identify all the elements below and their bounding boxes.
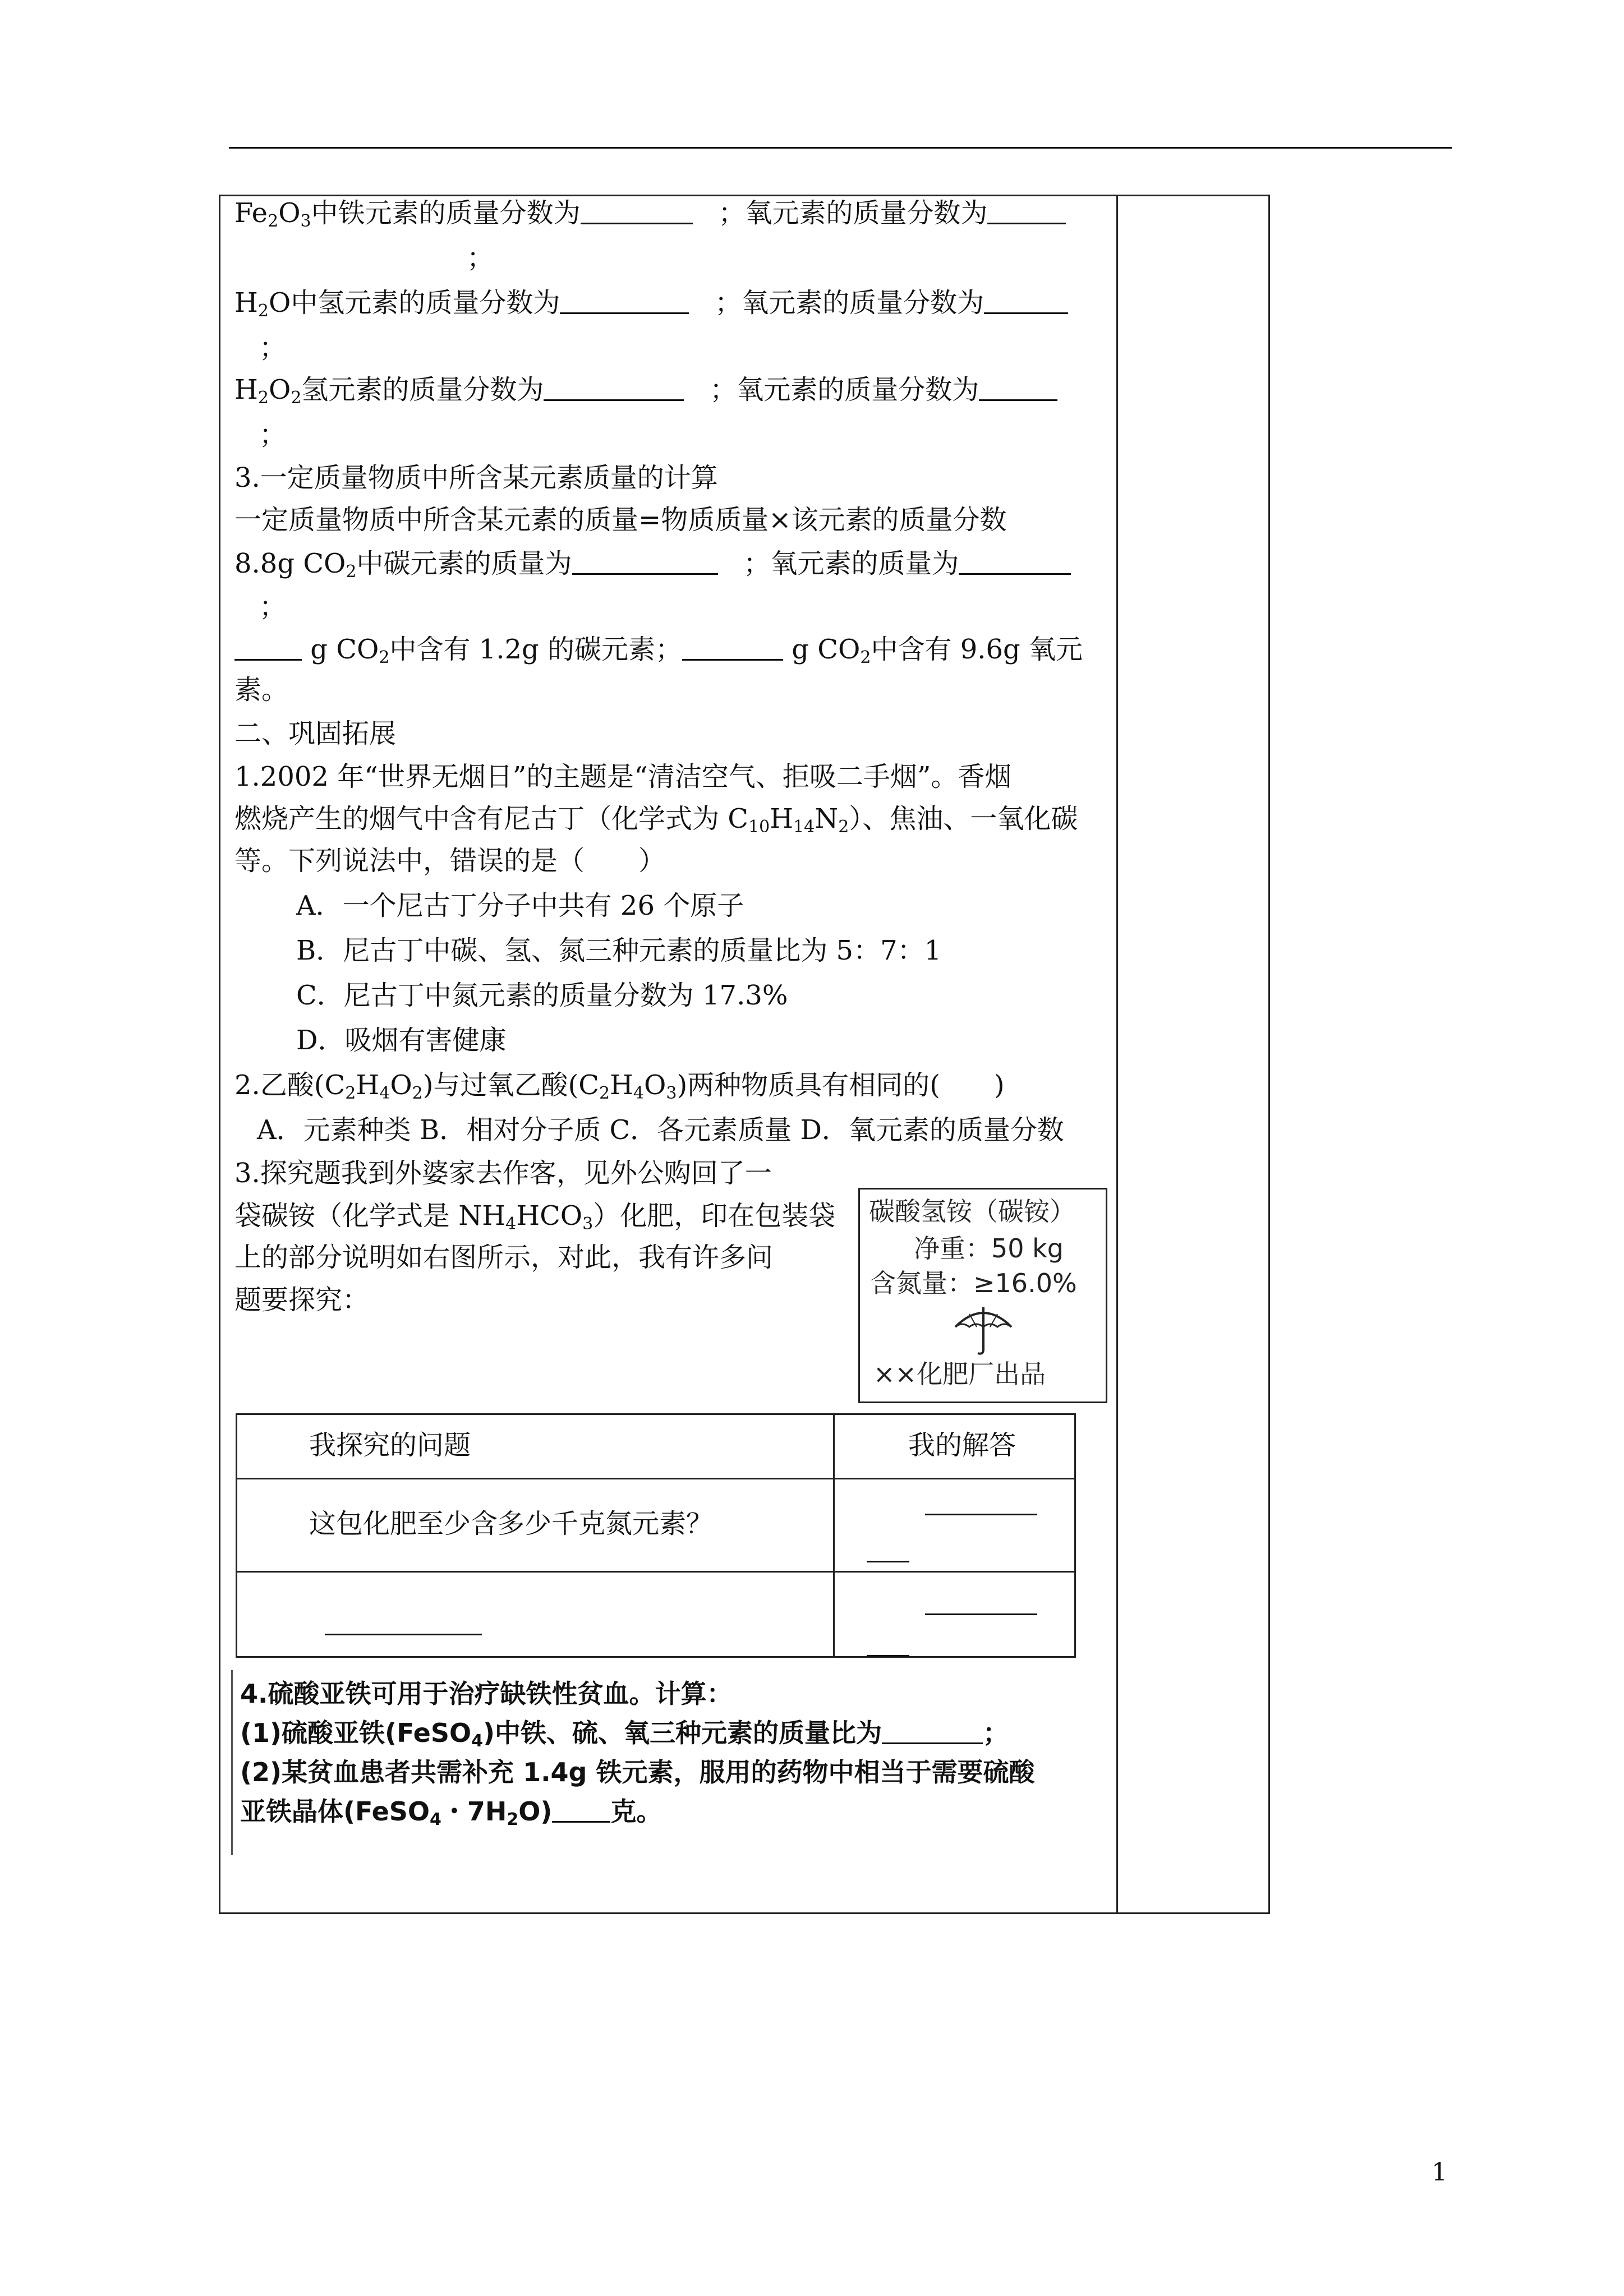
answer-blank[interactable] — [581, 198, 693, 224]
q3-stem-line1: 3.探究题我到外婆家去作客，见外公购回了一 — [234, 1158, 772, 1189]
label-title: 碳酸氢铵（碳铵） — [869, 1196, 1075, 1227]
section3-formula: 一定质量物质中所含某元素的质量=物质质量×该元素的质量分数 — [234, 504, 1007, 536]
table-divider — [833, 1415, 835, 1656]
answer-blank[interactable] — [987, 198, 1066, 224]
umbrella-icon — [950, 1302, 1017, 1358]
column-divider — [1116, 195, 1118, 1914]
co2-end: ； — [259, 591, 287, 623]
answer-blank[interactable] — [572, 548, 718, 575]
answer-blank[interactable] — [234, 634, 302, 661]
table-row-divider — [237, 1571, 1074, 1573]
header-rule — [229, 147, 1452, 149]
co2-question-line3: 素。 — [234, 674, 289, 706]
scan-edge — [231, 1670, 233, 1855]
q3-stem-line3: 上的部分说明如右图所示，对此，我有许多问 — [234, 1242, 774, 1273]
q3-stem-line2: 袋碳铵（化学式是 $NH_4HCO_3$）化肥，印在包装袋 — [234, 1200, 836, 1234]
answer-blank[interactable] — [984, 288, 1068, 314]
answer-blank[interactable] — [882, 1718, 983, 1744]
q4-part2-cont: 亚铁晶体(FeSO$_4$・$7H_2O$) 克。 — [240, 1796, 663, 1829]
label-maker: ××化肥厂出品 — [873, 1359, 1046, 1389]
answer-blank[interactable] — [925, 1489, 1037, 1515]
fertilizer-label — [858, 1188, 1107, 1403]
label-nitrogen: 含氮量：≥16.0% — [870, 1268, 1077, 1298]
page-number: 1 — [1432, 2158, 1447, 2187]
table-header-question: 我探究的问题 — [309, 1430, 471, 1461]
answer-blank[interactable] — [552, 1796, 610, 1823]
q1-option-c[interactable]: C．尼古丁中氮元素的质量分数为 17.3% — [296, 980, 788, 1011]
answer-blank[interactable] — [867, 1630, 909, 1657]
h2o-question: $H_2O$中氢元素的质量分数为 ；氧元素的质量分数为 — [234, 286, 1068, 320]
q4-part2: (2)某贫血患者共需补充 1.4g 铁元素，服用的药物中相当于需要硫酸 — [240, 1757, 1035, 1787]
fe2o3-end: ； — [467, 242, 494, 274]
answer-blank[interactable] — [682, 634, 783, 661]
q4-stem: 4.硫酸亚铁可用于治疗缺铁性贫血。计算： — [240, 1679, 733, 1709]
h2o2-end: ； — [259, 419, 287, 450]
answer-blank[interactable] — [560, 288, 689, 314]
co2-question-line1: 8.8g $CO_2$中碳元素的质量为 ；氧元素的质量为 — [234, 547, 1071, 580]
fe2o3-question: $Fe_2O_3$中铁元素的质量分数为 ；氧元素的质量分数为 — [234, 196, 1066, 230]
q2-stem: 2.乙酸$(C_2H_4O_2)$与过氧乙酸$(C_2H_4O_3)$两种物质具有相同的( ) — [234, 1069, 1005, 1103]
h2o-end: ； — [259, 332, 287, 363]
answer-blank[interactable] — [925, 1589, 1037, 1615]
q3-stem-line4: 题要探究： — [234, 1284, 370, 1316]
q1-stem-line1: 1.2002 年“世界无烟日”的主题是“清洁空气、拒吸二手烟”。香烟 — [234, 761, 1012, 792]
inquiry-table — [236, 1413, 1076, 1658]
answer-blank[interactable] — [979, 375, 1057, 401]
label-weight: 净重：50 kg — [914, 1233, 1064, 1264]
co2-question-line2: g $CO_2$中含有 1.2g 的碳元素； g $CO_2$中含有 9.6g 氧元 — [234, 633, 1083, 666]
section3-heading: 3.一定质量物质中所含某元素质量的计算 — [234, 462, 718, 494]
section-ii-heading: 二、巩固拓展 — [234, 718, 397, 749]
q1-stem-line2: 燃烧产生的烟气中含有尼古丁（化学式为 $C_{10}H_{14}N_2$）、焦油、一氧化碳 — [234, 803, 1078, 837]
q4-part1: (1)硫酸亚铁(FeSO$_4$)中铁、硫、氧三种元素的质量比为 ； — [240, 1718, 1009, 1751]
q2-options[interactable]: A．元素种类 B．相对分子质 C．各元素质量 D．氧元素的质量分数 — [257, 1114, 1064, 1146]
answer-blank[interactable] — [867, 1536, 909, 1562]
q1-stem-line3: 等。下列说法中，错误的是（ ） — [234, 845, 666, 877]
answer-blank[interactable] — [544, 375, 684, 401]
table-row-question: 这包化肥至少含多少千克氮元素？ — [309, 1508, 714, 1539]
q1-option-b[interactable]: B．尼古丁中碳、氢、氮三种元素的质量比为 5：7：1 — [296, 935, 942, 966]
table-row-divider — [237, 1478, 1074, 1479]
question-blank[interactable] — [325, 1609, 482, 1635]
answer-blank[interactable] — [959, 548, 1071, 575]
h2o2-question: $H_2O_2$氢元素的质量分数为 ；氧元素的质量分数为 — [234, 373, 1057, 407]
table-header-answer: 我的解答 — [908, 1430, 1016, 1461]
q1-option-a[interactable]: A．一个尼古丁分子中共有 26 个原子 — [296, 890, 744, 921]
q1-option-d[interactable]: D．吸烟有害健康 — [296, 1025, 507, 1056]
